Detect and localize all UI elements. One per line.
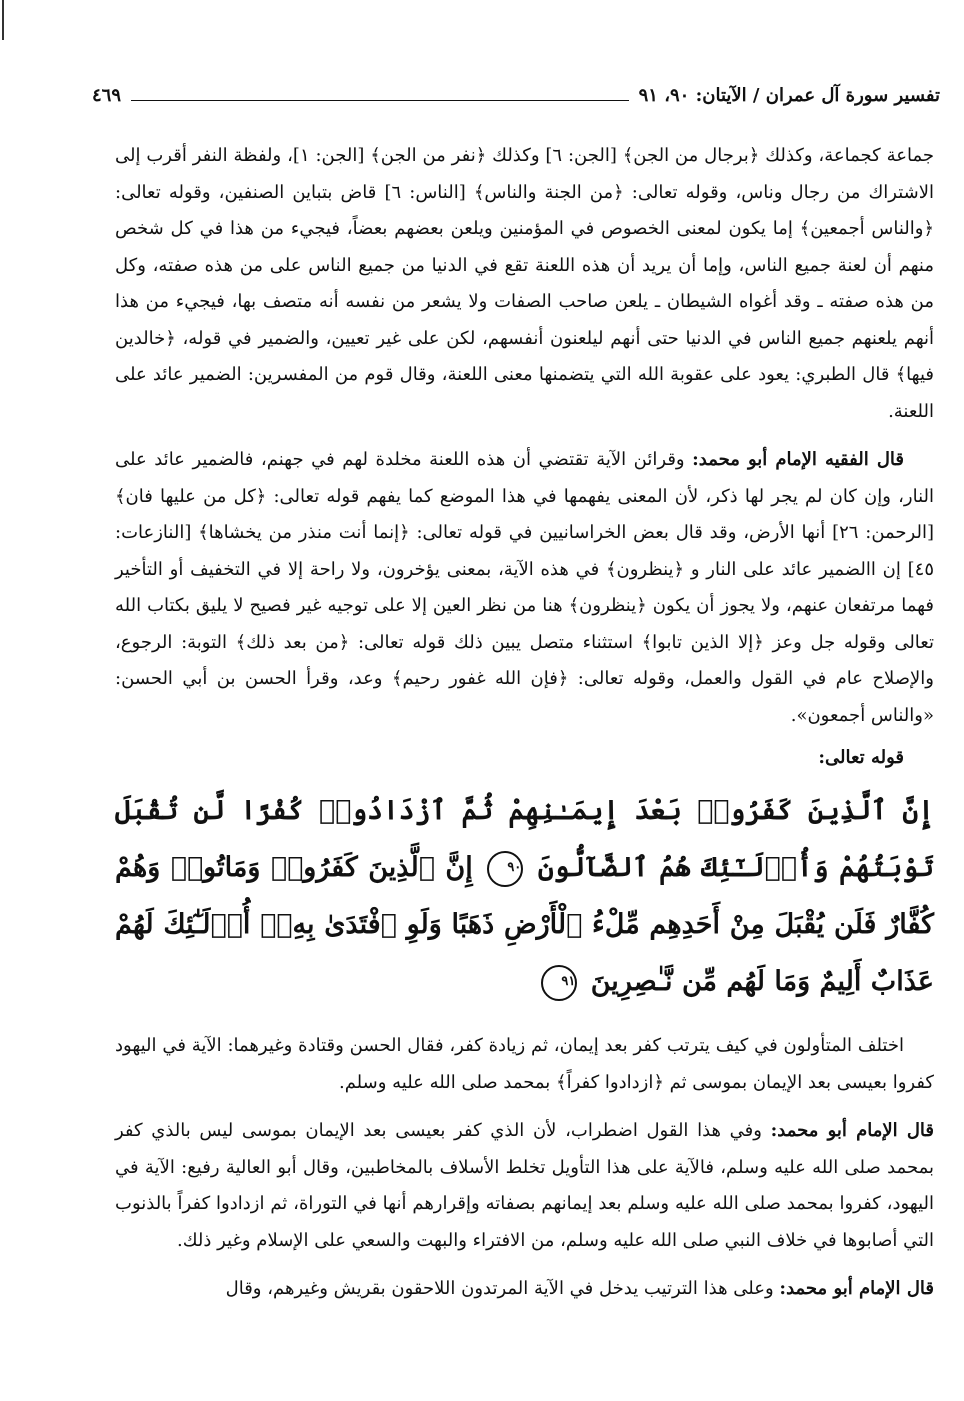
paragraph-1: جماعة كجماعة، وكذلك ﴿برجال من الجن﴾ [الجن: ٦] وكذلك ﴿نفر من الجن﴾ [الجن: ١]، ولفظة النفر أقرب إلى الاشتراك من رجال وناس، وقوله تعالى: ﴿من الجنة والناس﴾ [الناس: ٦] قاض بتباين الصنفين، وقوله تعالى: ﴿والناس أجمعين﴾ إما يكون لمعنى الخصوص في المؤمنين ويلعن بعضهم بعضاً، فيجيء من هذا في كل شخص منهم أن لعنة جميع الناس، وإما أن يريد أن هذه اللعنة تقع في الدنيا من جميع الناس على من هذه صفته، وكل من هذه صفته ـ وقد أغواه الشيطان ـ يلعن صاحب الصفات ولا يشعر من نفسه أنه متصف بها، فيجيء من هذا أنهم يلعنهم جميع الناس في الدنيا حتى أنهم ليلعنون أنفسهم، لكن على غير تعيين، والضمير في قوله، ﴿خالدين فيها﴾ قال الطبري: يعود على عقوبة الله التي يتضمنها معنى اللعنة، وقال قوم من المفسرين: الضمير عائد على اللعنة. xyxy=(115,145,934,422)
paragraph-3: اختلف المتأولون في كيف يترتب كفر بعد إيمان، ثم زيادة كفر، فقال الحسن وقتادة وغيرهما: الآية في اليهود كفروا بعيسى بعد الإيمان بموسى ثم ﴿ازدادوا كفراً﴾ بمحمد صلى الله عليه وسلم. xyxy=(115,1035,934,1093)
quran-verse-block xyxy=(115,782,934,1010)
verse-intro: قوله تعالى: xyxy=(818,747,904,768)
paragraph-2-text: وقرائن الآية تقتضي أن هذه اللعنة مخلدة لهم في جهنم، فالضمير عائد على النار، وإن كان لم يجر لها ذكر، لأن المعنى يفهمها في هذا الموضع كما يفهم قوله تعالى: ﴿كل من عليها فان﴾ [الرحمن: ٢٦] أنها الأرض، وقد قال بعض الخراسانيين في قوله تعالى: ﴿إنما أنت منذر من يخشاها﴾ [النازعات: ٤٥] إن االضمير عائد على النار و ﴿ينظرون﴾ في هذه الآية، بمعنى يؤخرون، ولا راحة إلا في التخفيف أو التأخير فهما مرتفعان عنهم، ولا يجوز أن يكون ﴿ينظرون﴾ هنا من نظر العين إلا على توجيه غير فصيح لا يليق بكتاب الله تعالى وقوله جل وعز ﴿إلا الذين تابوا﴾ استثناء متصل يبين ذلك قوله تعالى: ﴿من بعد ذلك﴾ التوبة: الرجوع، والإصلاح عام في القول والعمل، وقوله تعالى: ﴿فإن الله غفور رحيم﴾ وعد، وقرأ الحسن بن أبي الحسن: «والناس أجمعون». xyxy=(115,449,935,726)
running-title: تفسير سورة آل عمران / الآيتان: ٩٠، ٩١ xyxy=(638,84,940,106)
paragraph-4-text: وفي هذا القول اضطراب، لأن الذي كفر بعيسى بعد الإيمان بموسى ليس بالذي كفر بمحمد صلى الله عليه وسلم، فالآية على هذا التأويل تخلط الأسلاف بالمخاطبين، وقال أبو العالية رفيع: الآية في اليهود، كفروا بمحمد صلى الله عليه وسلم بعد إيمانهم بصفاته وإقرارهم أنها في التوراة، ثم ازدادوا كفراً بالذنوب التي أصابوها في خلاف النبي صلى الله عليه وسلم، من الافتراء والبهت والسعي على الإسلام وغير ذلك. xyxy=(115,1120,935,1251)
verse-90-text: إِنَّ ٱلَّذِينَ كَفَرُوا۟ بَعْدَ إِيمَـٰنِهِمْ ثُمَّ ٱزْدَادُوا۟ كُفْرًا لَّن تُقْبَلَ تَوْبَتُهُمْ وَأُو۟لَـٰٓئِكَ هُمُ ٱلضَّآلُّونَ xyxy=(115,795,935,883)
page-number: ٤٦٩ xyxy=(92,84,122,106)
verse-91-text: إِنَّ ٱلَّذِينَ كَفَرُوا۟ وَمَاتُوا۟ وَهُمْ كُفَّارٌ فَلَن يُقْبَلَ مِنْ أَحَدِهِم مِّلْءُ ٱلْأَرْضِ ذَهَبًا وَلَوِ ٱفْتَدَىٰ بِهِۦٓ أُو۟لَـٰٓئِكَ لَهُمْ عَذَابٌ أَلِيمٌ وَمَا لَهُم مِّن نَّـٰصِرِينَ xyxy=(115,852,934,997)
paragraph-2 xyxy=(115,442,934,734)
ayah-number-90: ٩٠ xyxy=(487,851,523,887)
speaker-label: قال الإمام أبو محمد: xyxy=(770,1120,934,1141)
speaker-label: قال الفقيه الإمام أبو محمد: xyxy=(692,449,904,470)
ayah-number-91: ٩١ xyxy=(541,965,577,1001)
paragraph-5-text: وعلى هذا الترتيب يدخل في الآية المرتدون اللاحقون بقريش وغيرهم، وقال xyxy=(225,1278,774,1299)
speaker-label: قال الإمام أبو محمد: xyxy=(779,1278,934,1299)
page-header xyxy=(92,80,940,110)
page-edge-mark xyxy=(2,0,4,40)
page-body xyxy=(115,138,934,1308)
paragraph-4 xyxy=(115,1113,934,1259)
header-rule xyxy=(131,100,629,101)
paragraph-5 xyxy=(115,1271,934,1308)
